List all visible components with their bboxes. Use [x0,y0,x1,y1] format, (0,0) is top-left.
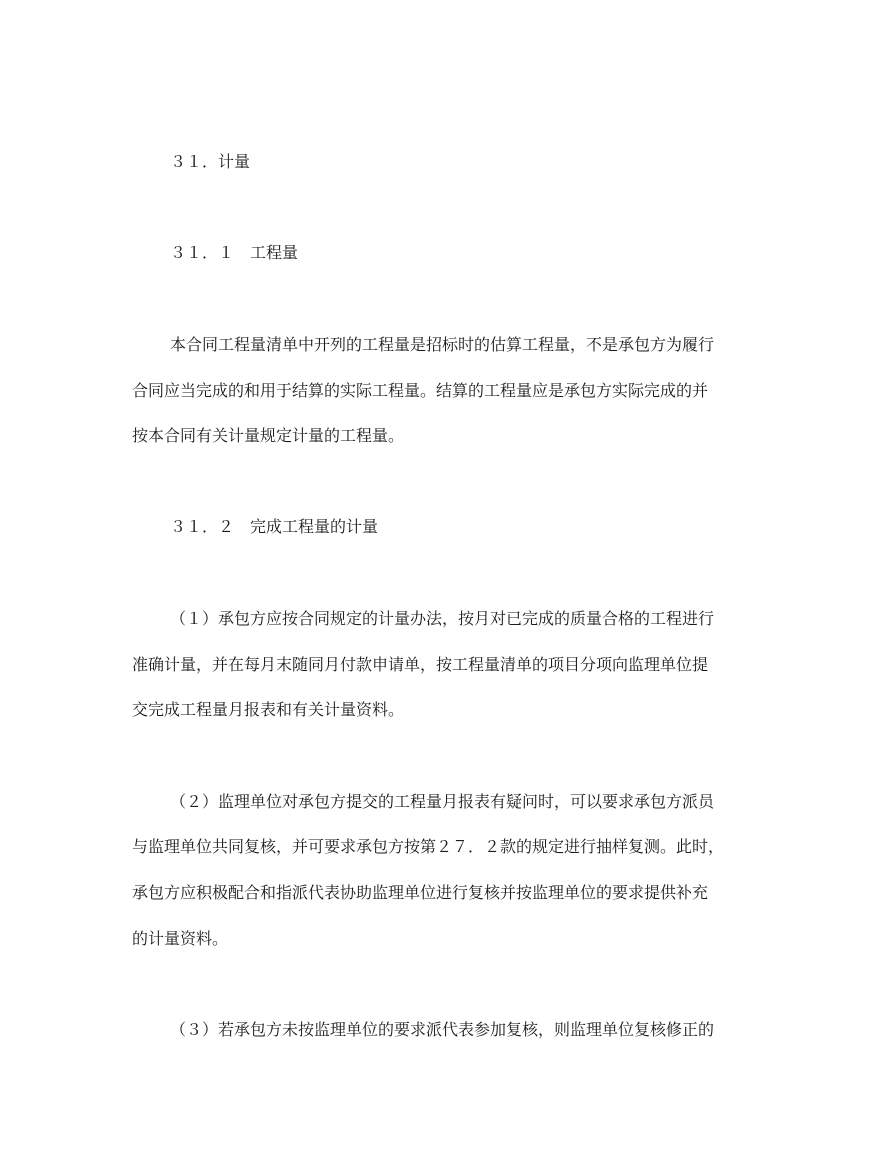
paragraph-line: 交完成工程量月报表和有关计量资料。 [132,700,405,719]
paragraph-line: 准确计量，并在每月末随同月付款申请单，按工程量清单的项目分项向监理单位提 [132,655,709,674]
paragraph-line: 的计量资料。 [132,929,229,948]
paragraph-line: 承包方应积极配合和指派代表协助监理单位进行复核并按监理单位的要求提供补充 [132,883,709,902]
section-title: ３１．计量 [170,152,251,171]
paragraph-line: （２）监理单位对承包方提交的工程量月报表有疑问时，可以要求承包方派员 [170,792,715,811]
subsection-title-31-2: ３１．２ 完成工程量的计量 [170,517,379,536]
paragraph-line: （３）若承包方未按监理单位的要求派代表参加复核，则监理单位复核修正的 [170,1020,715,1039]
subsection-title-31-1: ３１．１ 工程量 [170,243,299,262]
paragraph-line: 本合同工程量清单中开列的工程量是招标时的估算工程量，不是承包方为履行 [170,335,715,354]
paragraph-line: 按本合同有关计量规定计量的工程量。 [132,426,405,445]
paragraph-line: 合同应当完成的和用于结算的实际工程量。结算的工程量应是承包方实际完成的并 [132,381,709,400]
paragraph-line: 与监理单位共同复核，并可要求承包方按第２７．２款的规定进行抽样复测。此时， [132,837,725,856]
paragraph-line: （１）承包方应按合同规定的计量办法，按月对已完成的质量合格的工程进行 [170,609,715,628]
